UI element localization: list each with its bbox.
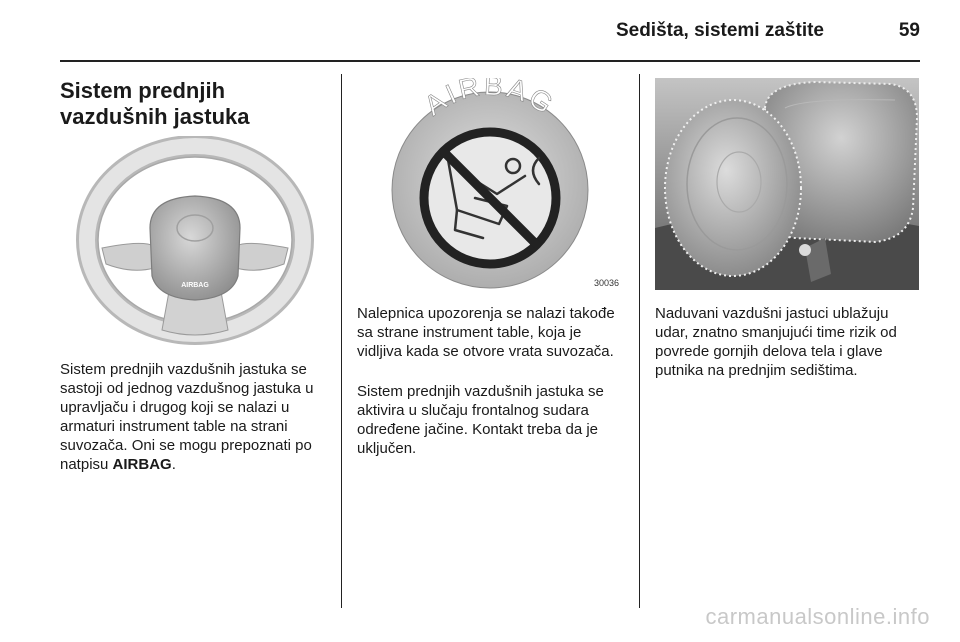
page-number: 59 xyxy=(898,20,920,41)
header-rule xyxy=(60,60,920,62)
inflated-airbags-icon xyxy=(655,78,919,290)
paragraph-text: Sistem prednjih vazdušnih jastuka se sastoji od jednog vazdušnog jastuka u upravljaču i drugog koji se nalazi u armaturi instrument table na strani suvozača. Oni se mogu prepoznati po natpisu xyxy=(60,361,314,473)
airbag-warning-sign-icon xyxy=(357,78,623,290)
column-divider-1 xyxy=(341,74,342,608)
airbag-warning-figure xyxy=(357,78,623,290)
paragraph-warning-label: Nalepnica upozorenja se nalazi takođe sa strane instrument table, koja je vidljiva kada se otvore vrata suvozača. xyxy=(357,305,615,360)
inflated-airbags-figure xyxy=(655,78,919,290)
column-divider-2 xyxy=(639,74,640,608)
paragraph-activation: Sistem prednjih vazdušnih jastuka se aktivira u slučaju frontalnog sudara određene jačine. Kontakt treba da je uključen. xyxy=(357,383,604,457)
airbag-label-bold: AIRBAG xyxy=(112,456,172,473)
paragraph-front-airbag-system xyxy=(60,360,332,474)
airbag-emblem-text: AIRBAG xyxy=(181,282,209,289)
paragraph-inflated-airbags: Naduvani vazdušni jastuci ublažuju udar, znatno smanjujući time rizik od povrede gornjih delova tela i glave putnika na prednjim sedištima. xyxy=(655,305,897,379)
paragraph-end: . xyxy=(171,456,176,473)
section-heading: Sistem prednjih vazdušnih jastuka xyxy=(60,78,250,129)
steering-wheel-airbag-icon xyxy=(62,136,328,348)
figure-code: 30036 xyxy=(593,278,619,288)
watermark-text: carmanualsonline.info xyxy=(705,604,930,629)
warning-sign-text: AIRBAG xyxy=(418,78,562,122)
running-header-title: Sedišta, sistemi zaštite xyxy=(615,20,824,41)
steering-wheel-figure xyxy=(62,136,328,348)
